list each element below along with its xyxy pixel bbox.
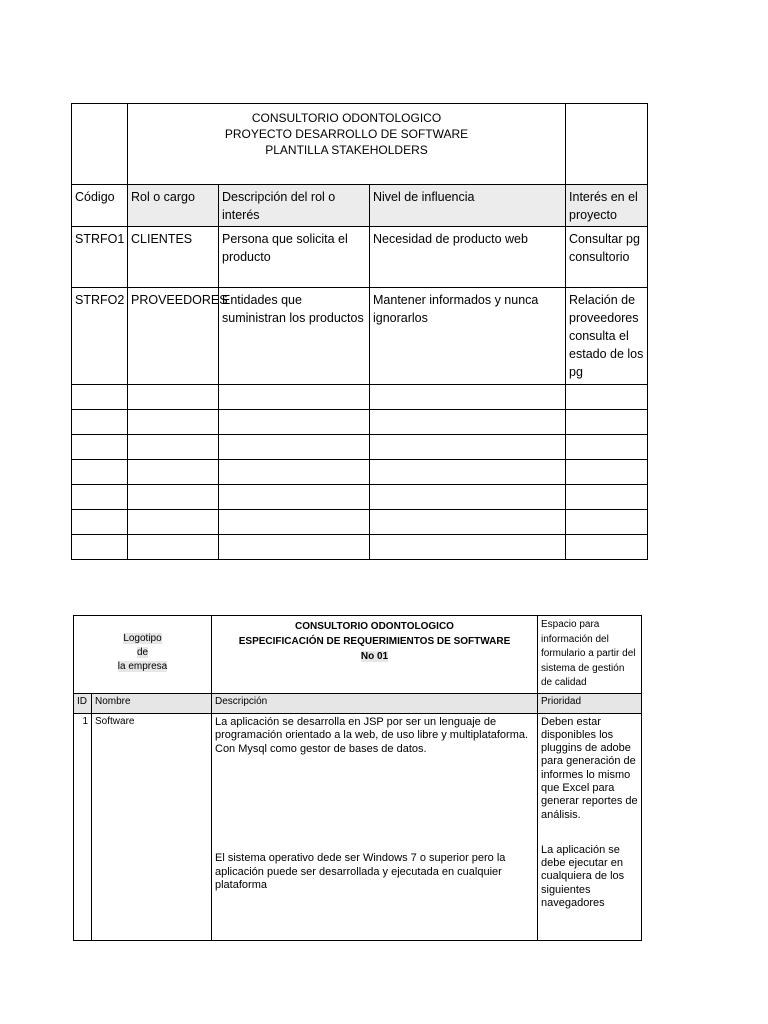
priority-paragraph: Deben estar disponibles los pluggins de adobe para generación de informes lo mismo que Excel para generar reportes de análisis.: [541, 715, 638, 821]
quality-info-note: Espacio para información del formulario a partir del sistema de gestión de calidad: [538, 616, 642, 694]
empty-cell: [72, 104, 128, 185]
header-descripcion: Descripción: [212, 693, 538, 713]
cell-interes: Relación de proveedores consulta el estado de los pg: [566, 288, 648, 385]
description-paragraph: La aplicación se desarrolla en JSP por ser un lenguaje de programación orientado a la web, de uso libre y multiplataforma. Con Mysql como gestor de bases de datos.: [215, 715, 529, 755]
header-interes: Interés en el proyecto: [566, 185, 648, 227]
requirements-title-row: [74, 616, 642, 694]
stakeholders-header-row: [72, 185, 648, 227]
cell-descripcion: Persona que solicita el producto: [219, 227, 370, 288]
cell-interes: Consultar pg consultorio: [566, 227, 648, 288]
cell-codigo: STRFO2: [72, 288, 128, 385]
header-codigo: Código: [72, 185, 128, 227]
title-line: ESPECIFICACIÓN DE REQUERIMIENTOS DE SOFTWARE: [238, 636, 511, 647]
header-id: ID: [74, 693, 92, 713]
cell-nivel: Mantener informados y nunca ignorarlos: [370, 288, 566, 385]
title-line: CONSULTORIO ODONTOLOGICO: [251, 111, 442, 125]
header-nivel: Nivel de influencia: [370, 185, 566, 227]
empty-cell: [566, 104, 648, 185]
empty-row: [72, 535, 648, 560]
header-nombre: Nombre: [92, 693, 212, 713]
stakeholders-title-row: [72, 104, 648, 185]
stakeholders-table: [71, 103, 648, 560]
header-prioridad: Prioridad: [538, 693, 642, 713]
logo-line: la empresa: [117, 661, 168, 672]
stakeholders-title: [128, 104, 566, 185]
cell-prioridad: [538, 713, 642, 940]
title-line: PROYECTO DESARROLLO DE SOFTWARE: [224, 127, 469, 141]
requirements-table: [73, 615, 642, 941]
empty-row: [72, 485, 648, 510]
logo-line: de: [136, 647, 149, 658]
description-paragraph: El sistema operativo dede ser Windows 7 o superior pero la aplicación puede ser desarrollada y ejecutada en cualquier plataforma: [215, 852, 506, 891]
header-rol: Rol o cargo: [128, 185, 219, 227]
title-line: CONSULTORIO ODONTOLOGICO: [295, 621, 454, 632]
cell-nivel: Necesidad de producto web: [370, 227, 566, 288]
empty-row: [72, 435, 648, 460]
empty-row: [72, 460, 648, 485]
table-row: [72, 288, 648, 385]
table-row: [74, 713, 642, 940]
cell-descripcion: [212, 713, 538, 940]
requirements-title: [212, 616, 538, 694]
empty-row: [72, 510, 648, 535]
cell-codigo: STRFO1: [72, 227, 128, 288]
cell-rol: PROVEEDORES: [128, 288, 219, 385]
logo-placeholder: [74, 616, 212, 694]
header-descripcion: Descripción del rol o interés: [219, 185, 370, 227]
empty-row: [72, 410, 648, 435]
cell-id: 1: [74, 713, 92, 940]
logo-line: Logotipo: [123, 633, 162, 644]
cell-descripcion: Entidades que suministran los productos: [219, 288, 370, 385]
cell-rol: CLIENTES: [128, 227, 219, 288]
requirements-header-row: [74, 693, 642, 713]
table-row: [72, 227, 648, 288]
empty-row: [72, 385, 648, 410]
cell-nombre: Software: [92, 713, 212, 940]
priority-paragraph: La aplicación se debe ejecutar en cualquiera de los siguientes navegadores: [541, 843, 625, 910]
title-line: No 01: [360, 651, 389, 662]
title-line: PLANTILLA STAKEHOLDERS: [265, 143, 428, 157]
